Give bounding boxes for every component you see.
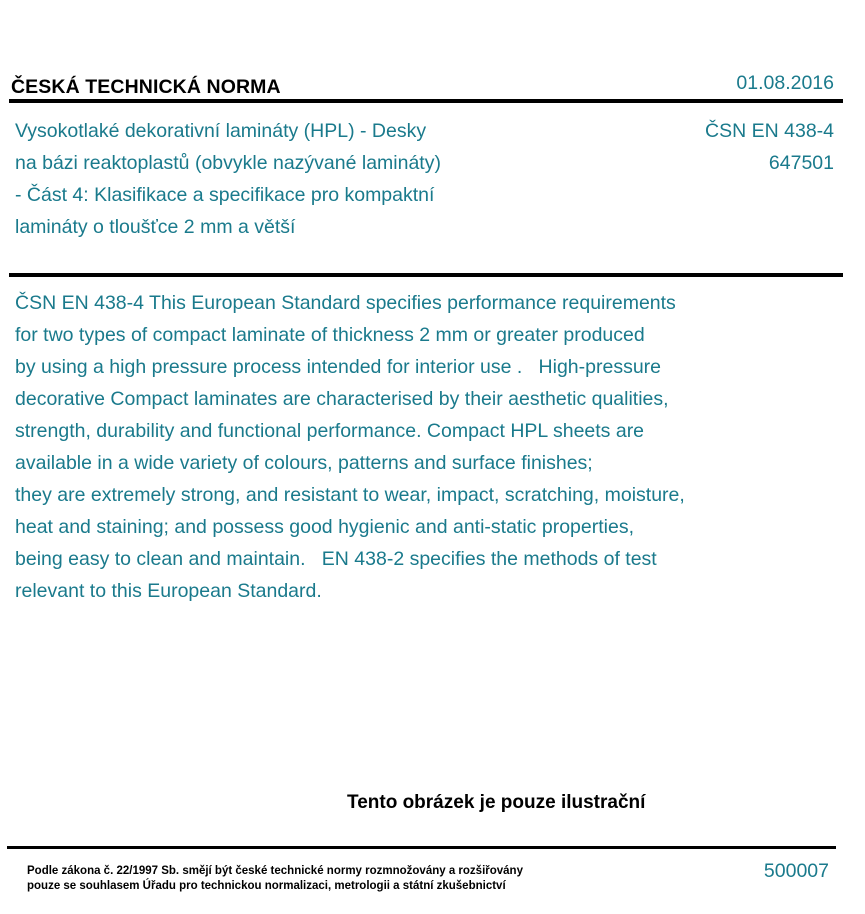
title-line: na bázi reaktoplastů (obvykle nazývané lamináty) <box>15 152 441 174</box>
norma-label: ČESKÁ TECHNICKÁ NORMA <box>11 76 281 98</box>
header-divider <box>9 99 843 103</box>
document-number: 500007 <box>763 860 829 882</box>
abstract-text <box>15 287 685 607</box>
legal-notice <box>27 864 523 894</box>
abstract-line: relevant to this European Standard. <box>15 580 322 602</box>
standard-title <box>15 115 441 243</box>
abstract-line: heat and staining; and possess good hygienic and anti-static properties, <box>15 516 634 538</box>
title-line: Vysokotlaké dekorativní lamináty (HPL) - Desky <box>15 120 427 142</box>
abstract-line: for two types of compact laminate of thickness 2 mm or greater produced <box>15 324 645 346</box>
abstract-line: strength, durability and functional performance. Compact HPL sheets are <box>15 420 645 442</box>
title-divider <box>9 273 843 277</box>
title-line: - Část 4: Klasifikace a specifikace pro kompaktní <box>15 184 435 206</box>
footer-divider <box>7 846 836 849</box>
legal-line: pouze se souhlasem Úřadu pro technickou normalizaci, metrologii a státní zkušebnictví <box>27 880 506 892</box>
abstract-line: ČSN EN 438-4 This European Standard specifies performance requirements <box>15 292 676 314</box>
illustration-note: Tento obrázek je pouze ilustrační <box>347 792 646 813</box>
abstract-line: available in a wide variety of colours, patterns and surface finishes; <box>15 452 593 474</box>
abstract-line: being easy to clean and maintain. EN 438-2 specifies the methods of test <box>15 548 657 570</box>
standard-codes <box>705 115 834 179</box>
abstract-line: by using a high pressure process intended for interior use . High-pressure <box>15 356 662 378</box>
abstract-line: they are extremely strong, and resistant to wear, impact, scratching, moisture, <box>15 484 685 506</box>
standard-code: ČSN EN 438-4 <box>705 120 834 142</box>
abstract-line: decorative Compact laminates are characterised by their aesthetic qualities, <box>15 388 669 410</box>
catalog-number: 647501 <box>768 152 834 174</box>
publication-date: 01.08.2016 <box>736 72 834 94</box>
title-line: lamináty o tloušťce 2 mm a větší <box>15 216 296 238</box>
legal-line: Podle zákona č. 22/1997 Sb. smějí být české technické normy rozmnožovány a rozšiřovány <box>27 865 523 877</box>
